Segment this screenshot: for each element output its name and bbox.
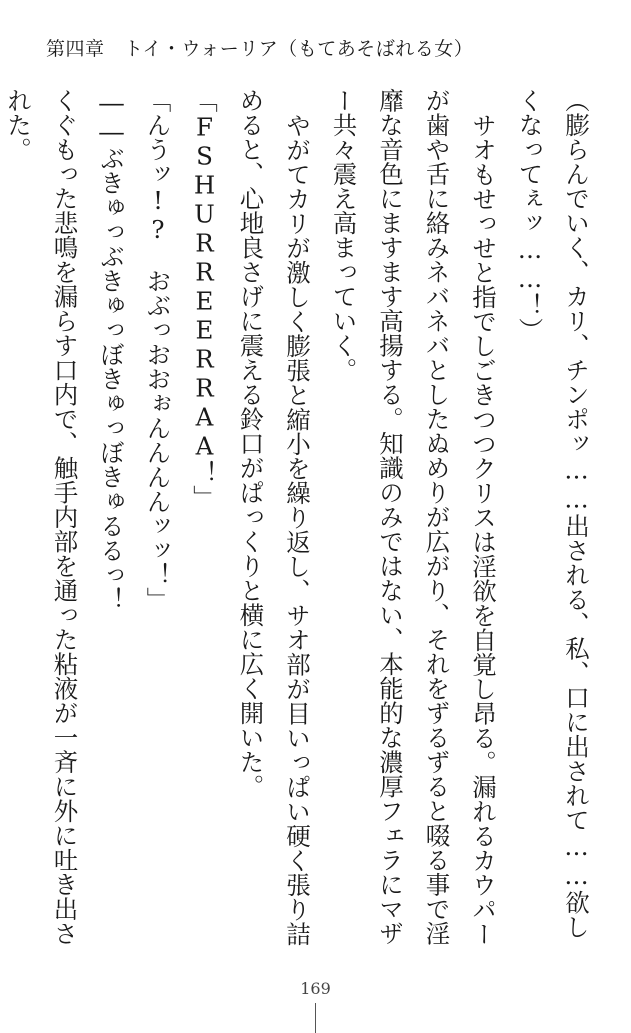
- text-line: ――ぶきゅっぶきゅっぼきゅっぼきゅるるっ！: [97, 88, 126, 612]
- text-line: 「んうッ!? おぶっおおぉんんんんッッ！」: [143, 88, 173, 612]
- text-line: 「FSHURREERRAA！」: [190, 88, 219, 510]
- body-text: [4, 88, 599, 963]
- text-line: サオもせっせと指でしごきつつクリスは淫欲を自覚し昂る。漏れるカウパーが歯や舌に絡みネバネバとしたぬめりが広がり、それをずるずると啜る事で淫靡な音色にますます高揚する。知識のみではない、本能的な濃厚フェラにマザー共々震え高まっていく。: [329, 88, 498, 946]
- page-number: 169: [300, 979, 331, 998]
- text-line: やがてカリが激しく膨張と縮小を繰り返し、サオ部が目いっぱい硬く張り詰めると、心地良さげに震える鈴口がぱっくりと横に広く開いた。: [236, 88, 312, 946]
- running-header: 第四章 トイ・ウォーリア（もてあそばれる女）: [46, 38, 474, 60]
- text-line: くぐもった悲鳴を漏らす口内で、触手内部を通った粘液が一斉に外に吐き出された。: [4, 88, 80, 946]
- text-line: （膨らんでいく、カリ、チンポッ……出される、私、口に出されて……欲しくなってぇッ……！）: [515, 88, 591, 939]
- page-rule: [315, 1003, 316, 1033]
